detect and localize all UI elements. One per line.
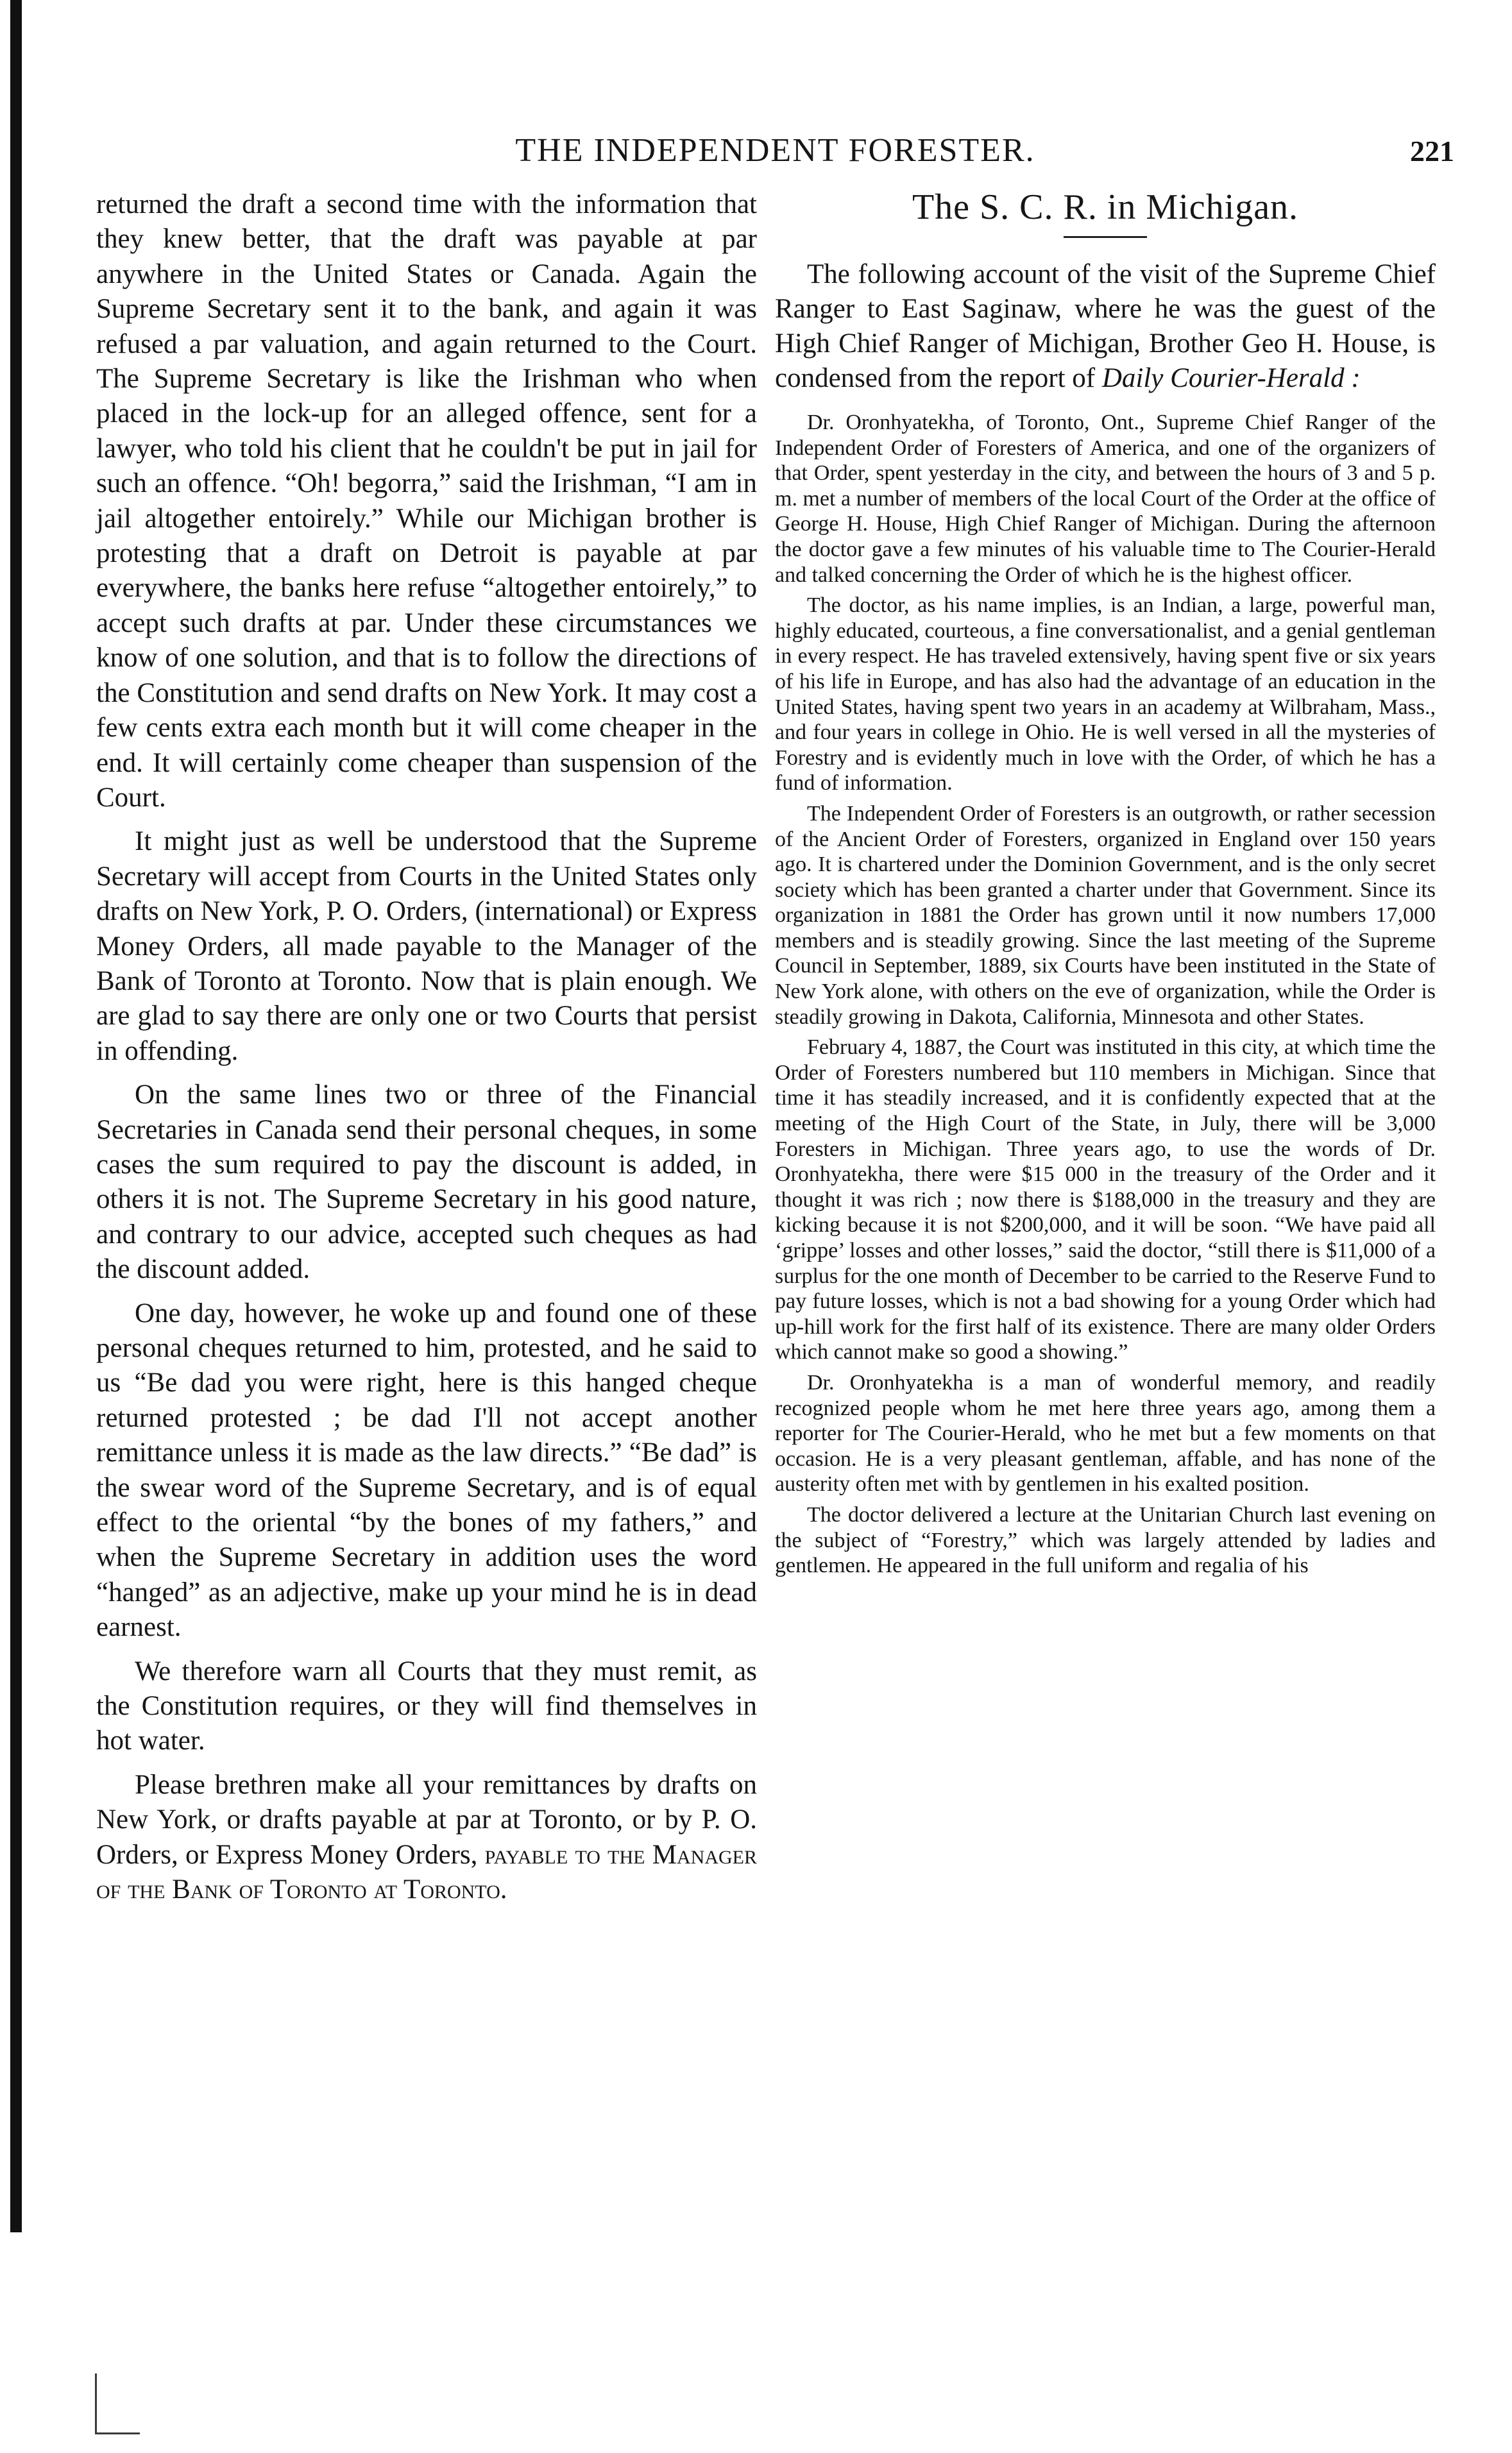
article-headline: The S. C. R. in Michigan. — [912, 187, 1299, 227]
report-paragraph: February 4, 1887, the Court was instituted in this city, at which time the Order of Foresters numbered but 110 members in Michigan. Since that time it has steadily increased, and it is confidently expected that at the meeting of the High Court of the State, in July, there will be 3,000 Foresters in Michigan. Three years ago, to use the words of Dr. Oronhyatekha, there were $15 000 in the treasury of the Order and it thought it was rich ; now there is $188,000 in the treasury and they are kicking because it is not $200,000, and it will be soon. “We have paid all ‘grippe’ losses and other losses,” said the doctor, “still there is $11,000 of a surplus for the one month of December to be carried to the Reserve Fund to pay future losses, which is not a bad showing for a young Order which had up-hill work for the first half of its existence. There are many older Orders which cannot make so good a showing.” — [775, 1035, 1436, 1364]
report-paragraph: The Independent Order of Foresters is an outgrowth, or rather secession of the Ancient Order of Foresters, organized in England over 150 years ago. It is chartered under the Dominion Government, and is the only secret society which has been granted a charter under that Government. Since its organization in 1881 the Order has grown until it now numbers 17,000 members and is steadily growing. Since the last meeting of the Supreme Council in September, 1889, six Courts have been instituted in the State of New York alone, with others on the eve of organization, while the Order is steadily growing in Dakota, California, Minnesota and other States. — [775, 801, 1436, 1029]
journal-title: THE INDEPENDENT FORESTER. — [515, 132, 1035, 169]
page-number: 221 — [1410, 135, 1454, 167]
left-column — [96, 187, 757, 1908]
corner-mark — [95, 2373, 97, 2434]
closing-caps-text: payable to the Manager of the Bank of Toronto at Toronto. — [96, 1839, 757, 1905]
paragraph: We therefore warn all Courts that they must remit, as the Constitution requires, or they will find themselves in hot water. — [96, 1656, 757, 1756]
report-paragraph: Dr. Oronhyatekha, of Toronto, Ont., Supreme Chief Ranger of the Independent Order of Foresters of America, and one of the organizers of that Order, spent yesterday in the city, and between the hours of 3 and 5 p. m. met a number of members of the local Court of the Order at the office of George H. House, High Chief Ranger of Michigan. During the afternoon the doctor gave a few minutes of his valuable time to The Courier-Herald and talked concerning the Order of which he is the highest officer. — [775, 411, 1436, 587]
report-paragraph: Dr. Oronhyatekha is a man of wonderful memory, and readily recognized people whom he met here three years ago, among them a reporter for The Courier-Herald, who he met but a few moments on that occasion. He is a very pleasant gentleman, affable, and has none of the austerity often met with by gentlemen in his exalted position. — [775, 1370, 1436, 1497]
paragraph: On the same lines two or three of the Financial Secretaries in Canada send their personal cheques, in some cases the sum required to pay the discount is added, in others it is not. The Supreme Secretary in his good nature, and contrary to our advice, accepted such cheques as had the discount added. — [96, 1080, 757, 1285]
paragraph: It might just as well be understood that the Supreme Secretary will accept from Courts in the United States only drafts on New York, P. O. Orders, (international) or Express Money Orders, all made payable to the Manager of the Bank of Toronto at Toronto. Now that is plain enough. We are glad to say there are only one or two Courts that persist in offending. — [96, 826, 757, 1066]
running-head — [96, 132, 1454, 183]
paragraph: One day, however, he woke up and found one of these personal cheques returned to him, protested, and he said to us “Be dad you were right, here is this hanged cheque returned protested ; be dad I'll not accept another remittance unless it is made as the law directs.” “Be dad” is the swear word of the Supreme Secretary, and is of equal effect to the oriental “by the bones of my fathers,” and when the Supreme Secretary in addition uses the word “hanged” as an adjective, make up your mind he is in dead earnest. — [96, 1298, 757, 1643]
closing-paragraph — [96, 1768, 757, 1908]
headline-rule — [1064, 236, 1147, 238]
corner-mark-base — [95, 2432, 140, 2434]
closing-text: Please brethren make all your remittances by drafts on New York, or drafts payable at par at Toronto, or by P. O. Orders, or Express Money Orders, — [96, 1769, 757, 1870]
report-paragraph: The doctor, as his name implies, is an Indian, a large, powerful man, highly educated, courteous, a fine conversationalist, and a genial gentleman in every respect. He has traveled extensively, having spent five or six years of his life in Europe, and has also had the advantage of an education in the United States, having spent two years in an academy at Wilbraham, Mass., and four years in college in Ohio. He is well versed in all the mysteries of Forestry and is evidently much in love with the Order, of which he has a fund of information. — [775, 593, 1436, 795]
report-paragraph: The doctor delivered a lecture at the Unitarian Church last evening on the subject of “Forestry,” which was largely attended by ladies and gentlemen. He appeared in the full uniform and regalia of his — [775, 1502, 1436, 1578]
article-intro — [775, 257, 1436, 396]
binding-shadow — [10, 0, 22, 2232]
intro-text: The following account of the visit of the Supreme Chief Ranger to East Saginaw, where he was the guest of the High Chief Ranger of Michigan, Brother Geo H. House, is condensed from the report of — [775, 259, 1436, 393]
paragraph: returned the draft a second time with the information that they knew better, that the draft was payable at par anywhere in the United States or Canada. Again the Supreme Secretary sent it to the bank, and again it was refused a par valuation, and again returned to the Court. The Supreme Secretary is like the Irishman who when placed in the lock-up for an alleged offence, sent for a lawyer, who told his client that he couldn't be put in jail for such an offence. “Oh! begorra,” said the Irishman, “I am in jail altogether entoirely.” While our Michigan brother is protesting that a draft on Detroit is payable at par everywhere, the banks here refuse “altogether entoirely,” to accept such drafts at par. Under these circumstances we know of one solution, and that is to follow the directions of the Constitution and send drafts on New York. It may cost a few cents extra each month but it will come cheaper in the end. It will certainly come cheaper than suspension of the Court. — [96, 189, 757, 813]
right-column — [775, 187, 1436, 1579]
intro-source: Daily Courier-Herald : — [1101, 363, 1361, 393]
